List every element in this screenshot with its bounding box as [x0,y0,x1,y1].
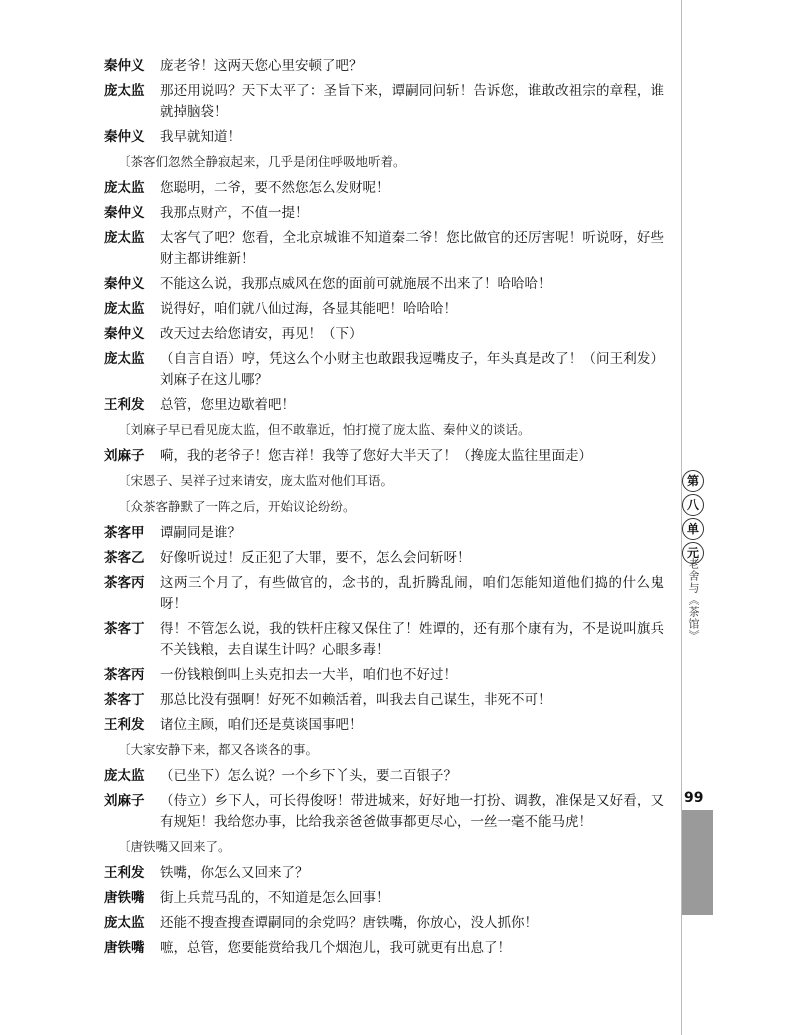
speech-text: 街上兵荒马乱的，不知道是怎么回事！ [160,890,390,906]
speaker-name: 王利发 [104,865,145,881]
speech-text: 还能不搜查搜查谭嗣同的余党吗？唐铁嘴，你放心，没人抓你！ [160,915,538,931]
dialogue-line [104,888,664,909]
speaker-name: 秦仲义 [104,205,145,221]
speaker-name: 茶客丙 [104,667,145,683]
dialogue-line [104,791,664,833]
margin-grey-band [682,810,713,915]
speech-text: 那还用说吗？天下太平了：圣旨下来，谭嗣同问斩！告诉您，谁敢改祖宗的章程，谁就掉脑袋！ [160,83,664,120]
speech-text: 我早就知道！ [160,129,241,145]
dialogue-line [104,395,664,416]
speaker-name: 茶客丙 [104,575,145,591]
dialogue-line [104,203,664,224]
speaker-name: 王利发 [104,397,145,413]
speaker-name: 庞太监 [104,915,145,931]
stage-direction: 〔唐铁嘴又回来了。 [118,839,231,854]
speaker-name: 庞太监 [104,351,145,367]
speech-text: 说得好，咱们就八仙过海，各显其能吧！哈哈哈！ [160,301,457,317]
chapter-label [682,470,704,566]
dialogue-line [104,548,664,569]
dialogue-line [104,573,664,615]
speaker-name: 刘麻子 [104,448,145,464]
dialogue-line [104,178,664,199]
chapter-char-circle: 第 [682,470,704,492]
speech-text: 好像听说过！反正犯了大罪，要不，怎么会问斩呀！ [160,550,471,566]
dialogue-line [104,299,664,320]
stage-direction: 〔茶客们忽然全静寂起来，几乎是闭住呼吸地听着。 [118,154,406,169]
chapter-char-circle: 元 [682,542,704,564]
speaker-name: 秦仲义 [104,326,145,342]
speaker-name: 唐铁嘴 [104,940,145,956]
dialogue-line [104,766,664,787]
speech-text: 那总比没有强啊！好死不如赖活着，叫我去自己谋生，非死不可！ [160,692,552,708]
speech-text: 庞老爷！这两天您心里安顿了吧？ [160,58,363,74]
speaker-name: 秦仲义 [104,129,145,145]
chapter-char-circle: 单 [682,518,704,540]
speaker-name: 茶客丁 [104,621,145,637]
speaker-name: 王利发 [104,717,145,733]
dialogue-line [104,349,664,391]
speaker-name: 刘麻子 [104,793,145,809]
dialogue-line [104,523,664,544]
speaker-name: 秦仲义 [104,276,145,292]
speech-text: （已坐下）怎么说？一个乡下丫头，要二百银子？ [160,768,457,784]
speech-text: 我那点财产，不值一提！ [160,205,309,221]
dialogue-line [104,665,664,686]
dialogue-line [104,127,664,148]
dialogue-line [104,446,664,467]
speaker-name: 茶客乙 [104,550,145,566]
speaker-name: 庞太监 [104,230,145,246]
dialogue-line [104,715,664,736]
chapter-char-circle: 八 [682,494,704,516]
speech-text: 不能这么说，我那点威风在您的面前可就施展不出来了！哈哈哈！ [160,276,552,292]
speech-text: 太客气了吧？您看，全北京城谁不知道秦二爷！您比做官的还厉害呢！听说呀，好些财主都讲维新！ [160,230,664,267]
speaker-name: 庞太监 [104,180,145,196]
book-section-title: 老舍与《茶馆》 [687,558,700,642]
speech-text: 嗬，我的老爷子！您吉祥！我等了您好大半天了！（搀庞太监往里面走） [160,448,592,464]
dialogue-line [104,56,664,77]
speaker-name: 秦仲义 [104,58,145,74]
speaker-name: 唐铁嘴 [104,890,145,906]
speech-text: 一份钱粮倒叫上头克扣去一大半，咱们也不好过！ [160,667,457,683]
speaker-name: 庞太监 [104,768,145,784]
speech-text: 嗻，总管，您要能赏给我几个烟泡儿，我可就更有出息了！ [160,940,511,956]
speech-text: （自言自语）哼，凭这么个小财主也敢跟我逗嘴皮子，年头真是改了！（问王利发）刘麻子在这儿哪？ [160,351,664,388]
dialogue-line [104,863,664,884]
dialogue-line [104,938,664,959]
page-number: 99 [684,790,704,806]
speaker-name: 茶客丁 [104,692,145,708]
speaker-name: 茶客甲 [104,525,145,541]
play-script-text [104,56,664,963]
speech-text: （侍立）乡下人，可长得俊呀！带进城来，好好地一打扮、调教，准保是又好看，又有规矩！我给您办事，比给我亲爸爸做事都更尽心，一丝一毫不能马虎！ [160,793,664,830]
dialogue-line [104,690,664,711]
stage-direction: 〔大家安静下来，都又各谈各的事。 [118,742,319,757]
speech-text: 这两三个月了，有些做官的，念书的，乱折腾乱闹，咱们怎能知道他们捣的什么鬼呀！ [160,575,664,612]
speech-text: 您聪明，二爷，要不然您怎么发财呢！ [160,180,390,196]
speech-text: 诸位主顾，咱们还是莫谈国事吧！ [160,717,363,733]
dialogue-line [104,619,664,661]
stage-direction: 〔宋恩子、吴祥子过来请安，庞太监对他们耳语。 [118,473,394,488]
dialogue-line [104,228,664,270]
speaker-name: 庞太监 [104,301,145,317]
speech-text: 谭嗣同是谁？ [160,525,241,541]
dialogue-line [104,81,664,123]
dialogue-line [104,913,664,934]
speech-text: 改天过去给您请安，再见！（下） [160,326,363,342]
stage-direction: 〔刘麻子早已看见庞太监，但不敢靠近，怕打搅了庞太监、秦仲义的谈话。 [118,422,531,437]
speech-text: 总管，您里边歇着吧！ [160,397,295,413]
dialogue-line [104,324,664,345]
speech-text: 得！不管怎么说，我的铁杆庄稼又保住了！姓谭的，还有那个康有为，不是说叫旗兵不关钱粮，去自谋生计吗？心眼多毒！ [160,621,664,658]
speaker-name: 庞太监 [104,83,145,99]
stage-direction: 〔众茶客静默了一阵之后，开始议论纷纷。 [118,499,356,514]
dialogue-line [104,274,664,295]
speech-text: 铁嘴，你怎么又回来了？ [160,865,309,881]
